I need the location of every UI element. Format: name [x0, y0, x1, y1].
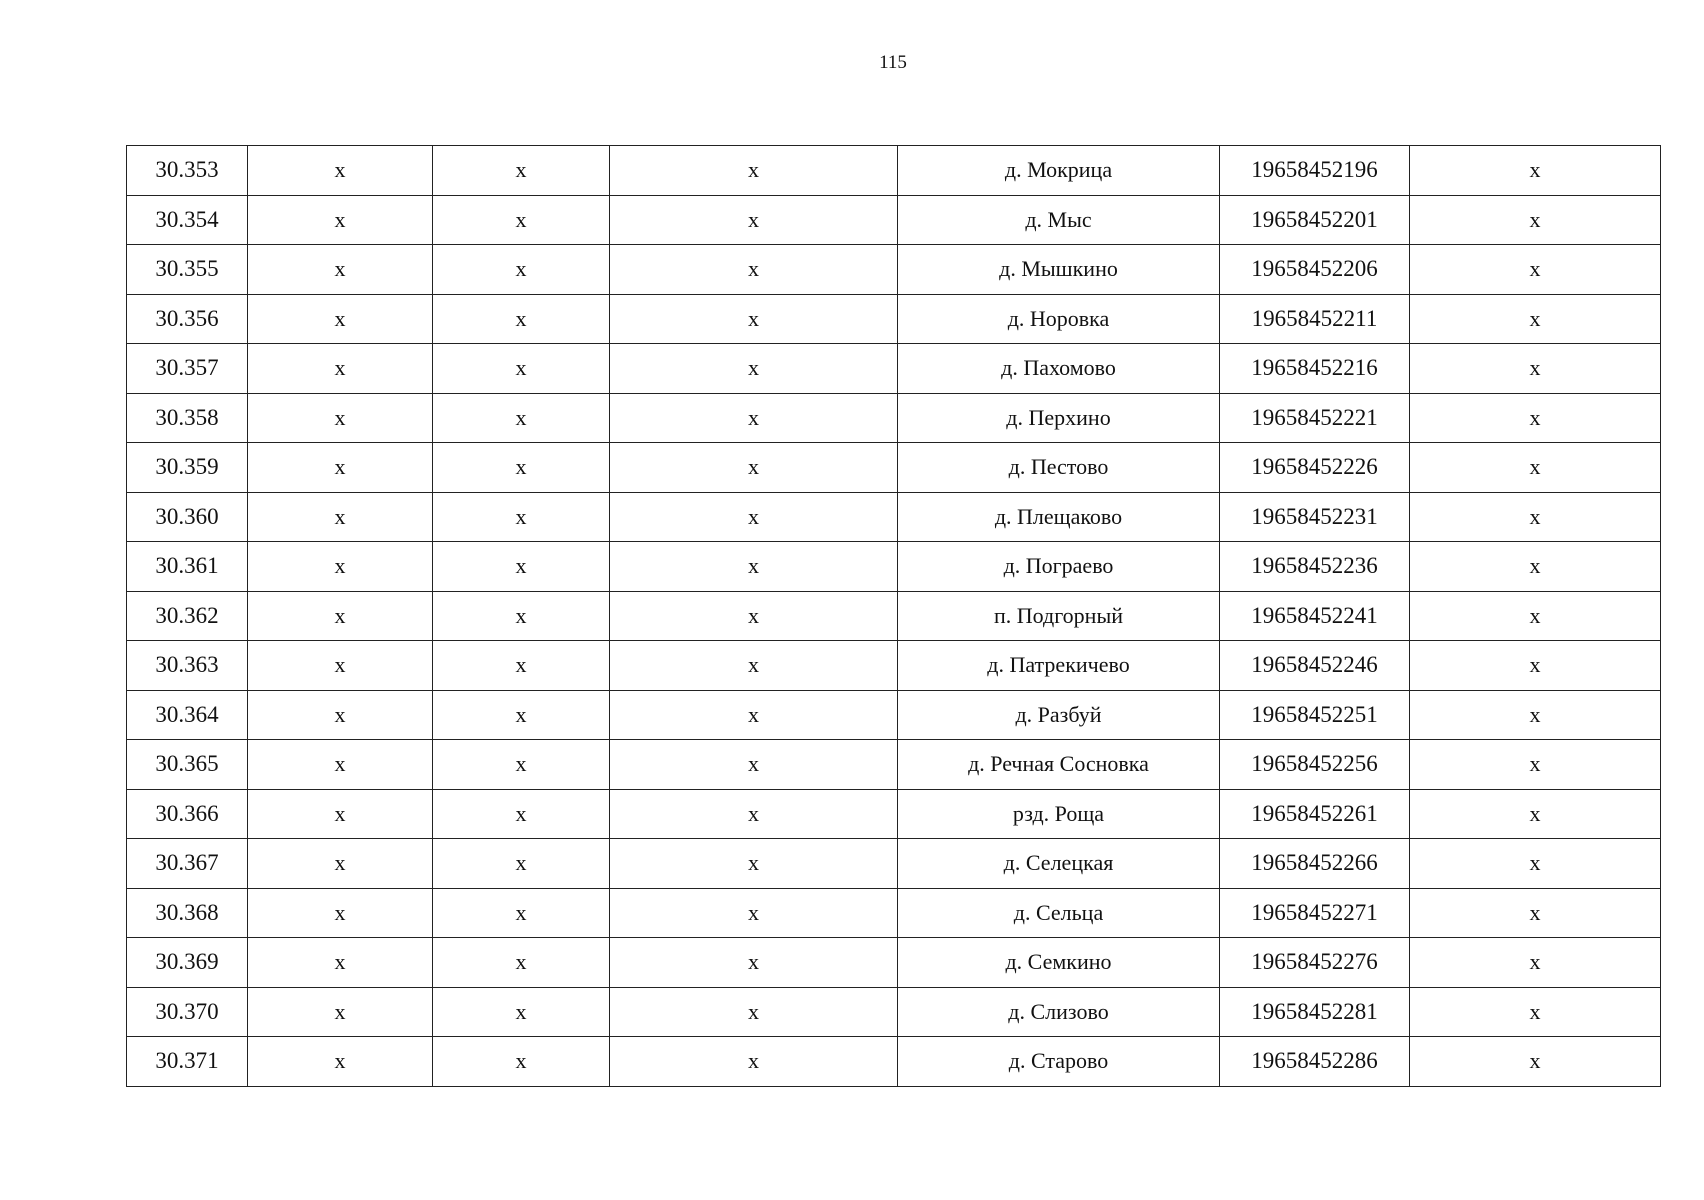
- cell-col7: x: [1410, 542, 1661, 592]
- cell-col7: x: [1410, 1037, 1661, 1087]
- cell-col7: x: [1410, 740, 1661, 790]
- cell-col7: x: [1410, 393, 1661, 443]
- cell-col4: x: [610, 146, 898, 196]
- cell-col3: x: [433, 1037, 610, 1087]
- cell-col7: x: [1410, 146, 1661, 196]
- cell-settlement: д. Плещаково: [898, 492, 1220, 542]
- cell-col2: x: [248, 789, 433, 839]
- cell-col4: x: [610, 690, 898, 740]
- cell-oktmo-code: 19658452221: [1220, 393, 1410, 443]
- cell-col4: x: [610, 393, 898, 443]
- cell-number: 30.360: [127, 492, 248, 542]
- cell-col7: x: [1410, 839, 1661, 889]
- cell-oktmo-code: 19658452241: [1220, 591, 1410, 641]
- cell-col2: x: [248, 344, 433, 394]
- cell-col3: x: [433, 938, 610, 988]
- cell-col2: x: [248, 245, 433, 295]
- cell-col3: x: [433, 443, 610, 493]
- cell-settlement: д. Перхино: [898, 393, 1220, 443]
- cell-col4: x: [610, 1037, 898, 1087]
- cell-col4: x: [610, 789, 898, 839]
- cell-settlement: д. Речная Сосновка: [898, 740, 1220, 790]
- cell-col2: x: [248, 542, 433, 592]
- cell-col7: x: [1410, 591, 1661, 641]
- table-row: [127, 641, 1661, 691]
- cell-col3: x: [433, 245, 610, 295]
- cell-settlement: д. Семкино: [898, 938, 1220, 988]
- cell-col4: x: [610, 492, 898, 542]
- cell-col3: x: [433, 294, 610, 344]
- cell-oktmo-code: 19658452246: [1220, 641, 1410, 691]
- table-row: [127, 789, 1661, 839]
- cell-number: 30.363: [127, 641, 248, 691]
- cell-number: 30.353: [127, 146, 248, 196]
- cell-col2: x: [248, 294, 433, 344]
- cell-col3: x: [433, 344, 610, 394]
- cell-number: 30.371: [127, 1037, 248, 1087]
- cell-col2: x: [248, 195, 433, 245]
- cell-col4: x: [610, 195, 898, 245]
- cell-oktmo-code: 19658452196: [1220, 146, 1410, 196]
- cell-number: 30.370: [127, 987, 248, 1037]
- table-row: [127, 690, 1661, 740]
- cell-col7: x: [1410, 789, 1661, 839]
- cell-col2: x: [248, 938, 433, 988]
- table-row: [127, 146, 1661, 196]
- table-row: [127, 542, 1661, 592]
- cell-settlement: д. Селецкая: [898, 839, 1220, 889]
- cell-number: 30.355: [127, 245, 248, 295]
- cell-col4: x: [610, 938, 898, 988]
- table-row: [127, 987, 1661, 1037]
- cell-oktmo-code: 19658452251: [1220, 690, 1410, 740]
- cell-col3: x: [433, 393, 610, 443]
- cell-oktmo-code: 19658452266: [1220, 839, 1410, 889]
- cell-oktmo-code: 19658452206: [1220, 245, 1410, 295]
- cell-col3: x: [433, 789, 610, 839]
- table-row: [127, 888, 1661, 938]
- cell-col7: x: [1410, 344, 1661, 394]
- table-row: [127, 393, 1661, 443]
- cell-col4: x: [610, 839, 898, 889]
- cell-oktmo-code: 19658452276: [1220, 938, 1410, 988]
- cell-col7: x: [1410, 195, 1661, 245]
- table-row: [127, 839, 1661, 889]
- cell-number: 30.368: [127, 888, 248, 938]
- cell-col4: x: [610, 542, 898, 592]
- cell-col7: x: [1410, 245, 1661, 295]
- cell-col2: x: [248, 492, 433, 542]
- cell-settlement: д. Слизово: [898, 987, 1220, 1037]
- settlement-table: [126, 145, 1661, 1087]
- cell-col3: x: [433, 888, 610, 938]
- cell-col3: x: [433, 987, 610, 1037]
- page-number: 115: [879, 52, 907, 73]
- cell-col2: x: [248, 393, 433, 443]
- cell-col4: x: [610, 245, 898, 295]
- cell-col4: x: [610, 740, 898, 790]
- table-row: [127, 443, 1661, 493]
- cell-col3: x: [433, 195, 610, 245]
- cell-col4: x: [610, 888, 898, 938]
- cell-settlement: рзд. Роща: [898, 789, 1220, 839]
- table-row: [127, 1037, 1661, 1087]
- table-row: [127, 245, 1661, 295]
- cell-settlement: д. Пахомово: [898, 344, 1220, 394]
- cell-number: 30.357: [127, 344, 248, 394]
- cell-col3: x: [433, 690, 610, 740]
- cell-col7: x: [1410, 888, 1661, 938]
- cell-col2: x: [248, 740, 433, 790]
- cell-number: 30.367: [127, 839, 248, 889]
- cell-col2: x: [248, 146, 433, 196]
- cell-number: 30.366: [127, 789, 248, 839]
- cell-oktmo-code: 19658452231: [1220, 492, 1410, 542]
- cell-oktmo-code: 19658452201: [1220, 195, 1410, 245]
- cell-settlement: д. Пестово: [898, 443, 1220, 493]
- cell-oktmo-code: 19658452211: [1220, 294, 1410, 344]
- cell-oktmo-code: 19658452271: [1220, 888, 1410, 938]
- cell-settlement: д. Сельца: [898, 888, 1220, 938]
- cell-col4: x: [610, 294, 898, 344]
- cell-oktmo-code: 19658452281: [1220, 987, 1410, 1037]
- cell-oktmo-code: 19658452261: [1220, 789, 1410, 839]
- cell-col2: x: [248, 641, 433, 691]
- cell-col7: x: [1410, 690, 1661, 740]
- cell-col7: x: [1410, 492, 1661, 542]
- table-row: [127, 344, 1661, 394]
- cell-col3: x: [433, 542, 610, 592]
- table-row: [127, 740, 1661, 790]
- cell-col4: x: [610, 641, 898, 691]
- cell-number: 30.362: [127, 591, 248, 641]
- cell-oktmo-code: 19658452216: [1220, 344, 1410, 394]
- cell-col3: x: [433, 146, 610, 196]
- cell-settlement: д. Патрекичево: [898, 641, 1220, 691]
- cell-settlement: п. Подгорный: [898, 591, 1220, 641]
- cell-col2: x: [248, 690, 433, 740]
- cell-col3: x: [433, 591, 610, 641]
- cell-col4: x: [610, 987, 898, 1037]
- cell-settlement: д. Мыс: [898, 195, 1220, 245]
- cell-col2: x: [248, 1037, 433, 1087]
- cell-number: 30.361: [127, 542, 248, 592]
- cell-col4: x: [610, 591, 898, 641]
- cell-oktmo-code: 19658452286: [1220, 1037, 1410, 1087]
- cell-col2: x: [248, 443, 433, 493]
- cell-number: 30.365: [127, 740, 248, 790]
- cell-oktmo-code: 19658452256: [1220, 740, 1410, 790]
- table-row: [127, 591, 1661, 641]
- cell-col3: x: [433, 641, 610, 691]
- table-row: [127, 294, 1661, 344]
- cell-col4: x: [610, 443, 898, 493]
- cell-number: 30.356: [127, 294, 248, 344]
- table-row: [127, 195, 1661, 245]
- cell-number: 30.364: [127, 690, 248, 740]
- cell-col2: x: [248, 987, 433, 1037]
- cell-col7: x: [1410, 294, 1661, 344]
- cell-col3: x: [433, 492, 610, 542]
- cell-number: 30.354: [127, 195, 248, 245]
- cell-col4: x: [610, 344, 898, 394]
- cell-oktmo-code: 19658452226: [1220, 443, 1410, 493]
- cell-col2: x: [248, 591, 433, 641]
- cell-col2: x: [248, 888, 433, 938]
- cell-col7: x: [1410, 641, 1661, 691]
- cell-col3: x: [433, 839, 610, 889]
- table-body: [127, 146, 1661, 1087]
- cell-settlement: д. Мокрица: [898, 146, 1220, 196]
- cell-oktmo-code: 19658452236: [1220, 542, 1410, 592]
- table-row: [127, 938, 1661, 988]
- cell-col3: x: [433, 740, 610, 790]
- cell-settlement: д. Разбуй: [898, 690, 1220, 740]
- cell-number: 30.369: [127, 938, 248, 988]
- cell-settlement: д. Старово: [898, 1037, 1220, 1087]
- cell-col2: x: [248, 839, 433, 889]
- cell-settlement: д. Норовка: [898, 294, 1220, 344]
- cell-number: 30.358: [127, 393, 248, 443]
- cell-col7: x: [1410, 987, 1661, 1037]
- table-row: [127, 492, 1661, 542]
- cell-settlement: д. Мышкино: [898, 245, 1220, 295]
- cell-settlement: д. Пограево: [898, 542, 1220, 592]
- cell-col7: x: [1410, 938, 1661, 988]
- cell-col7: x: [1410, 443, 1661, 493]
- cell-number: 30.359: [127, 443, 248, 493]
